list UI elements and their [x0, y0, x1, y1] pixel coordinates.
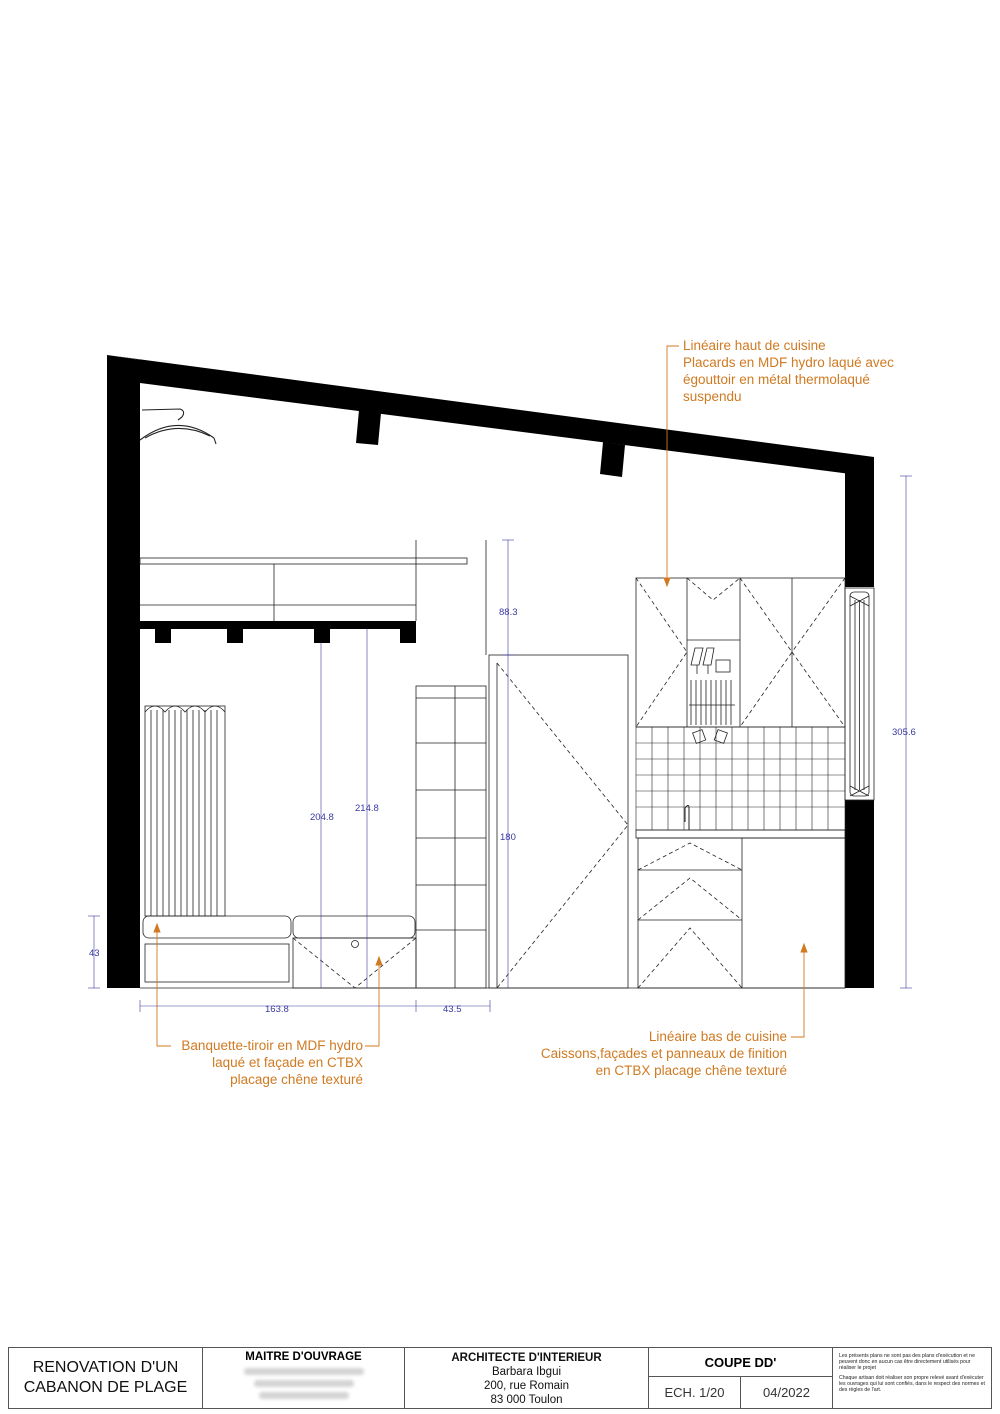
sheet-info-row [649, 1377, 832, 1408]
redacted-owner-name [244, 1368, 364, 1375]
roof-beam [356, 410, 381, 445]
annotation-line: Placards en MDF hydro laqué avec [683, 355, 894, 370]
owner-heading: MAITRE D'OUVRAGE [245, 1351, 362, 1363]
walls [107, 355, 874, 988]
bench [140, 706, 845, 988]
cup-icon [693, 730, 728, 744]
annotation-bench [160, 1037, 363, 1088]
right-wall-lower [845, 800, 874, 988]
annotation-line: en CTBX placage chêne texturé [595, 1063, 787, 1078]
annotation-line: suspendu [683, 389, 742, 404]
dim-mezzanine-depth: 88.3 [499, 607, 518, 618]
redacted-owner-city [259, 1392, 349, 1399]
backsplash-tiles [636, 727, 845, 830]
faucet-icon [685, 806, 689, 831]
mezzanine [140, 540, 486, 655]
dim-left-height: 204.8 [310, 812, 334, 823]
dim-bench-height: 43 [89, 948, 100, 959]
architect-street: 200, rue Romain [483, 1380, 570, 1392]
project-title-line: CABANON DE PLAGE [23, 1379, 188, 1396]
stair-column [416, 686, 486, 988]
left-wall [107, 355, 140, 988]
disclaimer-note: Chaque artisan doit réaliser son propre relevé avant d'exécuter les ouvrages qui lui sont confiés, dans le respect des normes et des règles de l'art. [839, 1374, 985, 1394]
joist-stub [227, 621, 243, 643]
dimension-lines [88, 476, 912, 1012]
architect-block [405, 1348, 649, 1408]
joist-stub [400, 621, 416, 643]
annotation-upper-kitchen [683, 337, 894, 405]
sheet-scale: ECH. 1/20 [649, 1377, 741, 1408]
owner-block [203, 1348, 405, 1408]
joist-stub [314, 621, 330, 643]
annotation-line: Banquette-tiroir en MDF hydro [181, 1038, 363, 1053]
roof-beam [600, 442, 625, 477]
project-title-line: RENOVATION D'UN [32, 1359, 179, 1376]
project-title [9, 1348, 203, 1408]
sheet-title: COUPE DD' [649, 1348, 832, 1377]
dim-bench-width: 163.8 [265, 1004, 289, 1015]
door [489, 655, 628, 988]
architect-name: Barbara Ibgui [491, 1366, 562, 1378]
dish-rack-icon [689, 648, 735, 725]
annotation-lower-kitchen [520, 1028, 787, 1079]
annotation-line: Caissons,façades et panneaux de finition [540, 1046, 787, 1061]
dim-middle-height: 214.8 [355, 803, 379, 814]
dim-overall-height: 305.6 [892, 727, 916, 738]
sheet-block [649, 1348, 833, 1408]
architect-city: 83 000 Toulon [490, 1394, 563, 1406]
redacted-owner-street [254, 1380, 354, 1387]
disclaimer-notes [833, 1348, 991, 1408]
annotation-line: Linéaire haut de cuisine [683, 338, 826, 353]
annotation-line: Linéaire bas de cuisine [648, 1029, 787, 1044]
annotation-line: placage chêne texturé [230, 1072, 363, 1087]
dim-stair-width: 43.5 [443, 1004, 462, 1015]
annotation-line: égouttoir en métal thermolaqué [683, 372, 870, 387]
title-block [8, 1347, 992, 1409]
right-wall-upper [845, 465, 874, 587]
interior-linework [140, 409, 874, 988]
joist-stub [155, 621, 171, 643]
lower-kitchen [636, 830, 845, 988]
hanger-icon [140, 409, 216, 444]
floor-joist [140, 621, 416, 629]
upper-kitchen [636, 578, 845, 743]
dim-door-height: 180 [500, 832, 516, 843]
disclaimer-note: Les présents plans ne sont pas des plans d'exécution et ne peuvent donc en aucun cas être directement utilisés pour réaliser le projet [839, 1353, 975, 1372]
architect-heading: ARCHITECTE D'INTERIEUR [451, 1352, 602, 1364]
annotation-line: laqué et façade en CTBX [212, 1055, 363, 1070]
window [845, 588, 874, 800]
sheet-date: 04/2022 [763, 1385, 810, 1400]
